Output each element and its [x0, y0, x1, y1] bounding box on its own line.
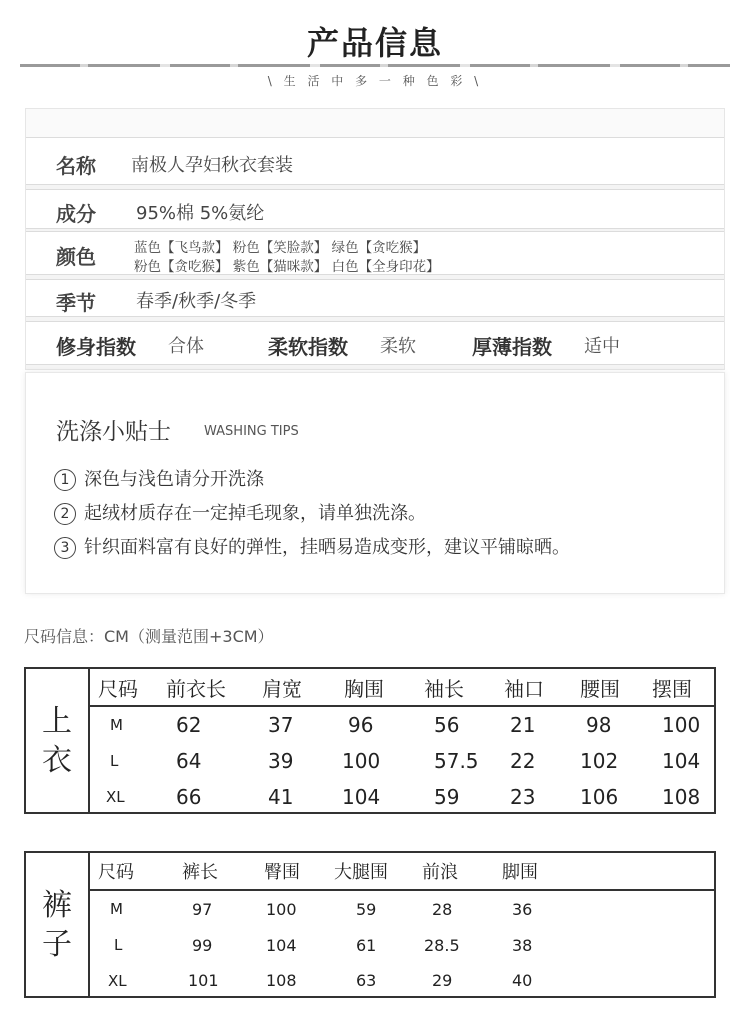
color-options-line-2: 粉色【贪吃猴】 紫色【猫咪款】 白色【全身印花】: [134, 259, 440, 275]
color-label: 颜色: [56, 245, 96, 269]
value-cell: 61: [356, 935, 377, 955]
page-title: 产品信息: [306, 24, 443, 62]
season-label: 季节: [56, 291, 96, 315]
value-cell: 38: [512, 935, 533, 955]
value-cell: 59: [356, 899, 377, 919]
value-cell: 21: [510, 713, 536, 737]
table-header-row: [90, 669, 714, 707]
value-cell: 106: [580, 784, 619, 809]
header-cell: 袖口: [504, 676, 544, 701]
softness-index-value: 柔软: [380, 336, 416, 357]
header-cell: 大腿围: [334, 862, 388, 883]
header-cell: 前浪: [422, 862, 458, 883]
tip-text: 起绒材质存在一定掉毛现象，请单独洗涤。: [84, 503, 426, 524]
header-cell: 脚围: [502, 862, 538, 883]
size-cell: L: [110, 752, 119, 770]
info-row-color: [26, 231, 724, 275]
value-cell: 100: [342, 749, 381, 773]
name-label: 名称: [56, 154, 96, 178]
table-row: [90, 963, 714, 998]
table-header-row: [90, 853, 714, 891]
value-cell: 100: [266, 899, 297, 919]
value-cell: 28.5: [424, 935, 460, 955]
header-cell: 肩宽: [262, 676, 302, 701]
size-cell: M: [110, 900, 123, 918]
header-cell: 袖长: [424, 676, 464, 701]
washing-tip: [54, 499, 426, 525]
value-cell: 41: [268, 784, 294, 809]
header-cell: 臀围: [264, 862, 300, 883]
table-row: [90, 743, 714, 779]
header-cell: 尺码: [98, 862, 134, 883]
washing-tip: [54, 465, 264, 491]
title-divider: [20, 64, 730, 67]
thickness-index-label: 厚薄指数: [472, 335, 552, 359]
value-cell: 28: [432, 899, 453, 919]
value-cell: 39: [268, 749, 294, 773]
product-info-panel: [25, 108, 725, 370]
washing-tips-subtitle: WASHING TIPS: [204, 424, 299, 439]
washing-tips-title: 洗涤小贴士: [56, 419, 171, 445]
tip-number-icon: 2: [54, 503, 76, 525]
value-cell: 37: [268, 713, 294, 737]
composition-label: 成分: [56, 202, 96, 226]
info-row-composition: [26, 189, 724, 229]
name-value: 南极人孕妇秋衣套装: [131, 155, 293, 176]
info-panel-top: [26, 109, 724, 137]
pants-size-table: [24, 851, 716, 998]
value-cell: 97: [192, 899, 213, 919]
table-row: [90, 707, 714, 743]
tip-number-icon: 3: [54, 537, 76, 559]
value-cell: 101: [188, 971, 219, 990]
info-row-season: [26, 279, 724, 317]
value-cell: 104: [342, 784, 381, 809]
value-cell: 56: [434, 713, 460, 737]
pants-section-label-char: 子: [42, 926, 72, 962]
fit-index-value: 合体: [168, 336, 204, 357]
season-value: 春季/秋季/冬季: [136, 291, 257, 312]
color-options-line-1: 蓝色【飞鸟款】 粉色【笑脸款】 绿色【贪吃猴】: [134, 240, 427, 256]
softness-index-label: 柔软指数: [268, 335, 348, 359]
value-cell: 29: [432, 971, 453, 990]
value-cell: 59: [434, 784, 460, 809]
table-row: [90, 891, 714, 927]
top-section-label: [26, 669, 90, 812]
washing-tip: [54, 533, 570, 559]
value-cell: 57.5: [434, 749, 479, 773]
header-cell: 前衣长: [166, 676, 226, 701]
value-cell: 108: [266, 971, 297, 990]
size-cell: L: [114, 936, 123, 954]
table-row: [90, 927, 714, 963]
top-section-label-char: 上: [42, 703, 72, 739]
size-cell: XL: [108, 971, 127, 990]
value-cell: 98: [586, 713, 612, 737]
header-cell: 尺码: [98, 676, 138, 701]
tip-text: 针织面料富有良好的弹性，挂晒易造成变形，建议平铺晾晒。: [84, 537, 570, 558]
top-section-label-char: 衣: [42, 742, 72, 778]
value-cell: 62: [176, 713, 202, 737]
header-cell: 裤长: [182, 862, 218, 883]
pants-section-label-char: 裤: [42, 887, 72, 923]
value-cell: 99: [192, 935, 213, 955]
value-cell: 108: [662, 784, 701, 809]
value-cell: 102: [580, 749, 619, 773]
size-info-note: 尺码信息：CM（测量范围+3CM）: [24, 627, 274, 646]
size-cell: M: [110, 716, 123, 734]
pants-section-label: [26, 853, 90, 996]
composition-value: 95%棉 5%氨纶: [136, 203, 265, 224]
value-cell: 104: [662, 749, 701, 773]
value-cell: 40: [512, 971, 533, 990]
value-cell: 66: [176, 784, 202, 809]
table-row: [90, 779, 714, 814]
tip-number-icon: 1: [54, 469, 76, 491]
info-row-indexes: [26, 321, 724, 365]
value-cell: 36: [512, 899, 533, 919]
value-cell: 96: [348, 713, 374, 737]
top-size-table: [24, 667, 716, 814]
value-cell: 22: [510, 749, 536, 773]
size-cell: XL: [106, 787, 125, 806]
value-cell: 63: [356, 971, 377, 990]
header-cell: 胸围: [344, 676, 384, 701]
thickness-index-value: 适中: [584, 336, 620, 357]
header-cell: 腰围: [580, 676, 620, 701]
header-cell: 摆围: [652, 676, 692, 701]
value-cell: 100: [662, 713, 701, 737]
page-subtitle: \ 生 活 中 多 一 种 色 彩 \: [267, 74, 483, 88]
info-row-name: [26, 137, 724, 185]
tip-text: 深色与浅色请分开洗涤: [84, 469, 264, 490]
value-cell: 23: [510, 784, 536, 809]
value-cell: 104: [266, 935, 297, 955]
fit-index-label: 修身指数: [56, 335, 136, 359]
value-cell: 64: [176, 749, 202, 773]
washing-tips-panel: [25, 372, 725, 594]
